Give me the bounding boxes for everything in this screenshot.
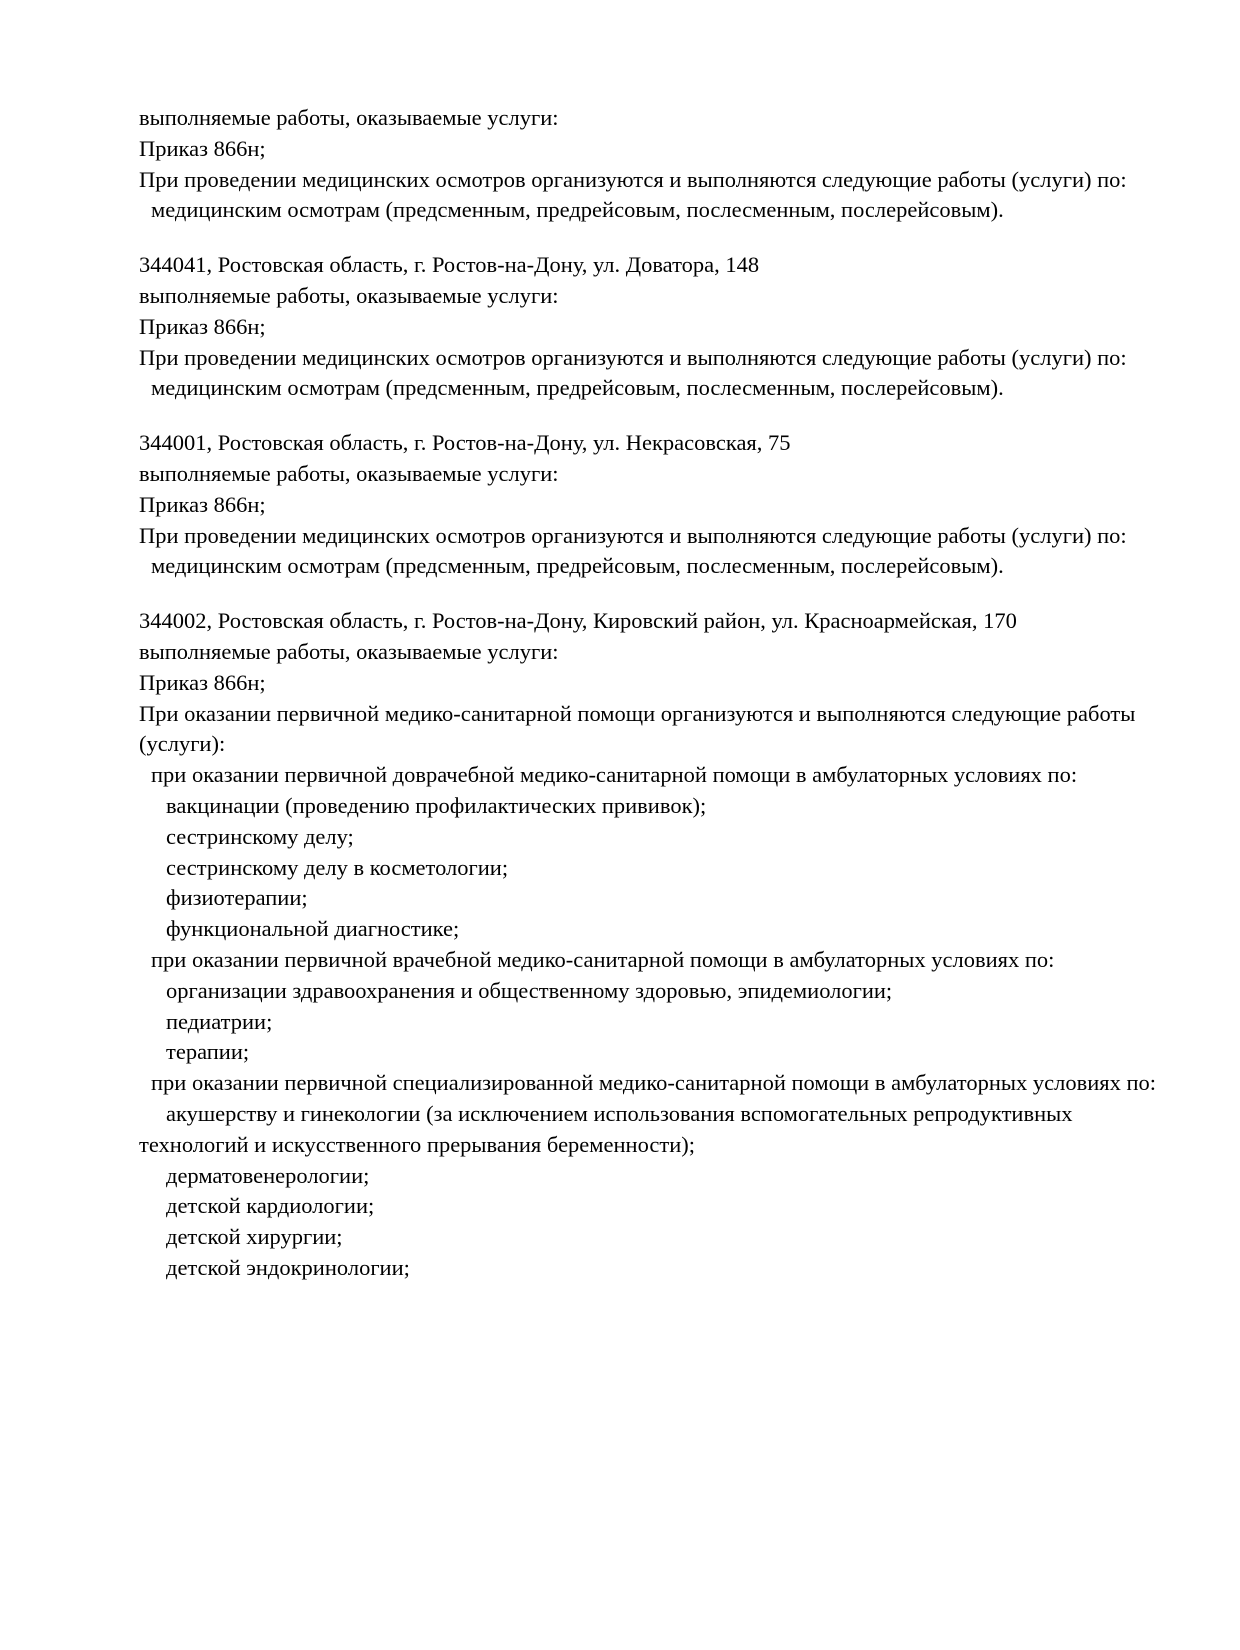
text-line: При проведении медицинских осмотров организуются и выполняются следующие работы (услуги) по: — [139, 522, 1127, 548]
text-line: выполняемые работы, оказываемые услуги: — [139, 105, 559, 130]
text-line: 344002, Ростовская область, г. Ростов-на-Дону, Кировский район, ул. Красноармейская, 170 — [139, 608, 1017, 634]
text-line: выполняемые работы, оказываемые услуги: — [139, 638, 559, 664]
text-line: Приказ 866н; — [139, 135, 266, 161]
text-line: При проведении медицинских осмотров организуются и выполняются следующие работы (услуги) по: — [139, 166, 1127, 192]
text-line: Приказ 866н; — [139, 313, 266, 339]
text-line: функциональной диагностике; — [166, 916, 460, 942]
text-line: 344041, Ростовская область, г. Ростов-на-Дону, ул. Доватора, 148 — [139, 252, 760, 278]
text-line: дерматовенерологии; — [166, 1162, 370, 1188]
text-line: педиатрии; — [166, 1008, 273, 1034]
text-line: Приказ 866н; — [139, 669, 266, 695]
text-line: сестринскому делу в косметологии; — [166, 854, 509, 880]
text-line: при оказании первичной доврачебной медико-санитарной помощи в амбулаторных условиях по: — [151, 762, 1078, 788]
text-line: физиотерапии; — [166, 885, 308, 911]
address-services-block — [139, 103, 1169, 226]
text-line: детской кардиологии; — [166, 1193, 375, 1219]
text-line: выполняемые работы, оказываемые услуги: — [139, 282, 559, 308]
text-line: сестринскому делу; — [166, 823, 354, 849]
text-line: при оказании первичной врачебной медико-санитарной помощи в амбулаторных условиях по: — [151, 946, 1055, 972]
text-line: терапии; — [166, 1039, 250, 1065]
text-line: выполняемые работы, оказываемые услуги: — [139, 460, 559, 486]
text-line: 344001, Ростовская область, г. Ростов-на-Дону, ул. Некрасовская, 75 — [139, 430, 791, 456]
text-line: организации здравоохранения и общественному здоровью, эпидемиологии; — [166, 977, 893, 1003]
text-line: медицинским осмотрам (предсменным, предрейсовым, послесменным, послерейсовым). — [151, 197, 1004, 223]
text-line: медицинским осмотрам (предсменным, предрейсовым, послесменным, послерейсовым). — [151, 375, 1004, 401]
text-line: при оказании первичной специализированной медико-санитарной помощи в амбулаторных условиях по: — [151, 1070, 1157, 1096]
text-line: Приказ 866н; — [139, 491, 266, 517]
text-line: детской эндокринологии; — [166, 1254, 410, 1280]
address-services-block — [139, 250, 1169, 404]
text-line: вакцинации (проведению профилактических прививок); — [166, 792, 707, 818]
address-services-block — [139, 606, 1169, 1284]
address-services-block — [139, 428, 1169, 582]
text-line: акушерству и гинекологии (за исключением использования вспомогательных репродуктивных технологий и искусственного прерывания беременности); — [139, 1100, 1073, 1157]
text-line: детской хирургии; — [166, 1224, 343, 1250]
text-line: медицинским осмотрам (предсменным, предрейсовым, послесменным, послерейсовым). — [151, 553, 1004, 579]
text-line: При проведении медицинских осмотров организуются и выполняются следующие работы (услуги) по: — [139, 344, 1127, 370]
text-line: При оказании первичной медико-санитарной помощи организуются и выполняются следующие работы (услуги): — [139, 700, 1136, 757]
